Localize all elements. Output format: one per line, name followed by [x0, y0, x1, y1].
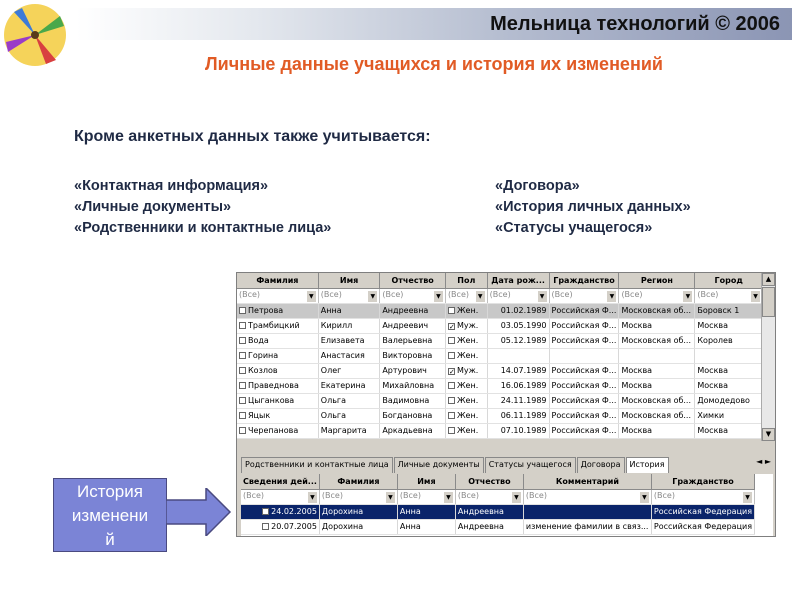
- table-row[interactable]: [237, 378, 763, 393]
- table-cell: Викторовна: [380, 348, 446, 363]
- table-cell: ✓ Муж.: [445, 318, 487, 333]
- list-item: «Договора»: [495, 178, 580, 194]
- column-header[interactable]: Комментарий: [523, 474, 651, 489]
- tab[interactable]: Личные документы: [394, 457, 484, 473]
- chevron-down-icon[interactable]: ▼: [512, 492, 521, 503]
- filter-dropdown[interactable]: (Все) ▼: [487, 288, 549, 303]
- table-cell: [487, 348, 549, 363]
- table-cell: Анастасия: [318, 348, 380, 363]
- grid-scrollbar[interactable]: [761, 273, 775, 441]
- table-cell: Анна: [397, 519, 455, 534]
- table-cell: Москва: [619, 423, 695, 438]
- filter-dropdown[interactable]: (Все) ▼: [237, 288, 318, 303]
- row-checkbox[interactable]: [239, 352, 246, 359]
- row-checkbox[interactable]: [239, 337, 246, 344]
- history-label-box: [53, 478, 167, 552]
- table-cell: Российская Ф...: [549, 378, 619, 393]
- table-cell: Российская Ф...: [549, 408, 619, 423]
- column-header[interactable]: Дата рож...: [487, 273, 549, 288]
- table-cell: Горина: [237, 348, 318, 363]
- table-cell: Богдановна: [380, 408, 446, 423]
- chevron-down-icon[interactable]: ▼: [743, 492, 752, 503]
- app-screenshot: [236, 272, 776, 537]
- table-row[interactable]: [237, 423, 763, 438]
- table-cell: Вадимовна: [380, 393, 446, 408]
- table-cell: Валерьевна: [380, 333, 446, 348]
- column-header[interactable]: Фамилия: [319, 474, 397, 489]
- table-cell: Андреевич: [380, 318, 446, 333]
- tab[interactable]: Договора: [577, 457, 625, 473]
- table-cell: изменение фамилии в связ...: [523, 519, 651, 534]
- row-checkbox[interactable]: [262, 508, 269, 515]
- gender-checkbox[interactable]: [448, 397, 455, 404]
- table-cell: Москва: [695, 378, 763, 393]
- column-header[interactable]: Имя: [397, 474, 455, 489]
- table-cell: Праведнова: [237, 378, 318, 393]
- table-cell: [695, 348, 763, 363]
- table-cell: Москва: [695, 423, 763, 438]
- table-cell: 24.11.1989: [487, 393, 549, 408]
- table-cell: 05.12.1989: [487, 333, 549, 348]
- table-cell: 20.07.2005: [241, 519, 319, 534]
- table-cell: ✓ Муж.: [445, 363, 487, 378]
- table-cell: Дорохина: [319, 519, 397, 534]
- row-checkbox[interactable]: [239, 397, 246, 404]
- label-line: изменени: [71, 506, 149, 525]
- gender-checkbox[interactable]: [448, 427, 455, 434]
- table-cell: Елизавета: [318, 333, 380, 348]
- tab-nav[interactable]: ◄ ►: [756, 457, 771, 466]
- table-cell: Москва: [619, 378, 695, 393]
- column-header[interactable]: Регион: [619, 273, 695, 288]
- table-cell: Цыганкова: [237, 393, 318, 408]
- row-checkbox[interactable]: [239, 412, 246, 419]
- table-cell: Артурович: [380, 363, 446, 378]
- filter-dropdown[interactable]: (Все) ▼: [619, 288, 695, 303]
- slide-subtitle: Личные данные учащихся и история их изменений: [205, 54, 663, 74]
- table-cell: Московская об...: [619, 333, 695, 348]
- table-cell: Екатерина: [318, 378, 380, 393]
- column-header[interactable]: Имя: [318, 273, 380, 288]
- filter-dropdown[interactable]: (Все) ▼: [241, 489, 319, 504]
- gender-checkbox[interactable]: ✓: [448, 368, 455, 376]
- table-row[interactable]: [241, 519, 755, 534]
- table-cell: Боровск 1: [695, 303, 763, 318]
- column-header[interactable]: Гражданство: [549, 273, 619, 288]
- arrow-right-icon: [166, 488, 232, 536]
- filter-dropdown[interactable]: (Все) ▼: [455, 489, 523, 504]
- filter-dropdown[interactable]: (Все) ▼: [445, 288, 487, 303]
- chevron-down-icon[interactable]: ▼: [434, 291, 443, 302]
- table-cell: Жен.: [445, 348, 487, 363]
- table-cell: Российская Федерация: [651, 519, 754, 534]
- table-cell: Жен.: [445, 303, 487, 318]
- column-header[interactable]: Фамилия: [237, 273, 318, 288]
- table-cell: Российская Ф...: [549, 363, 619, 378]
- table-cell: Анна: [318, 303, 380, 318]
- table-cell: 16.06.1989: [487, 378, 549, 393]
- table-cell: Домодедово: [695, 393, 763, 408]
- table-row[interactable]: [237, 348, 763, 363]
- gender-checkbox[interactable]: [448, 307, 455, 314]
- row-checkbox[interactable]: [239, 322, 246, 329]
- table-cell: Московская об...: [619, 408, 695, 423]
- table-cell: Маргарита: [318, 423, 380, 438]
- table-cell: 07.10.1989: [487, 423, 549, 438]
- row-checkbox[interactable]: [239, 307, 246, 314]
- list-item: «Родственники и контактные лица»: [74, 220, 332, 236]
- gender-checkbox[interactable]: [448, 382, 455, 389]
- table-cell: Москва: [619, 318, 695, 333]
- table-cell: Андреевна: [455, 504, 523, 519]
- table-cell: Москва: [695, 363, 763, 378]
- table-cell: Российская Федерация: [651, 504, 754, 519]
- table-cell: Москва: [695, 318, 763, 333]
- table-cell: Жен.: [445, 378, 487, 393]
- table-cell: Анна: [397, 504, 455, 519]
- label-line: й: [105, 530, 115, 549]
- column-header[interactable]: Гражданство: [651, 474, 754, 489]
- table-cell: Дорохина: [319, 504, 397, 519]
- table-cell: Московская об...: [619, 393, 695, 408]
- gender-checkbox[interactable]: ✓: [448, 323, 455, 331]
- filter-dropdown[interactable]: (Все) ▼: [695, 288, 763, 303]
- table-cell: Химки: [695, 408, 763, 423]
- chevron-down-icon[interactable]: ▼: [607, 291, 616, 302]
- table-cell: Вода: [237, 333, 318, 348]
- table-cell: Жен.: [445, 393, 487, 408]
- table-cell: Российская Ф...: [549, 318, 619, 333]
- intro-text: Кроме анкетных данных также учитывается:: [74, 128, 431, 145]
- list-item: «История личных данных»: [495, 199, 691, 215]
- filter-dropdown[interactable]: (Все) ▼: [549, 288, 619, 303]
- filter-dropdown[interactable]: (Все) ▼: [318, 288, 380, 303]
- table-cell: Михайловна: [380, 378, 446, 393]
- table-cell: Российская Ф...: [549, 393, 619, 408]
- table-cell: Королев: [695, 333, 763, 348]
- scroll-down-icon[interactable]: ▼: [762, 428, 775, 441]
- filter-dropdown[interactable]: (Все) ▼: [397, 489, 455, 504]
- table-cell: Олег: [318, 363, 380, 378]
- table-cell: 06.11.1989: [487, 408, 549, 423]
- table-cell: Черепанова: [237, 423, 318, 438]
- history-grid: [241, 474, 773, 537]
- table-cell: Российская Ф...: [549, 303, 619, 318]
- table-cell: [619, 348, 695, 363]
- table-row[interactable]: [237, 318, 763, 333]
- filter-dropdown[interactable]: (Все) ▼: [651, 489, 754, 504]
- row-checkbox[interactable]: [239, 427, 246, 434]
- table-cell: 01.02.1989: [487, 303, 549, 318]
- chevron-down-icon[interactable]: ▼: [368, 291, 377, 302]
- row-checkbox[interactable]: [239, 382, 246, 389]
- table-cell: Российская Ф...: [549, 423, 619, 438]
- chevron-down-icon[interactable]: ▼: [308, 492, 317, 503]
- table-row[interactable]: [237, 363, 763, 378]
- chevron-down-icon[interactable]: ▼: [444, 492, 453, 503]
- header-title: Мельница технологий © 2006: [490, 13, 780, 35]
- label-line: История: [77, 482, 143, 501]
- table-cell: [523, 504, 651, 519]
- table-row[interactable]: [241, 504, 755, 519]
- list-item: «Личные документы»: [74, 199, 232, 215]
- scroll-thumb[interactable]: [762, 287, 775, 317]
- detail-tabs: [241, 457, 670, 473]
- table-cell: Ольга: [318, 393, 380, 408]
- table-cell: Андреевна: [455, 519, 523, 534]
- list-item: «Статусы учащегося»: [495, 220, 653, 236]
- table-cell: Жен.: [445, 408, 487, 423]
- table-row[interactable]: [237, 393, 763, 408]
- chevron-down-icon[interactable]: ▼: [476, 291, 485, 302]
- chevron-down-icon[interactable]: ▼: [538, 291, 547, 302]
- table-row[interactable]: [237, 333, 763, 348]
- scroll-up-icon[interactable]: ▲: [762, 273, 775, 286]
- filter-dropdown[interactable]: (Все) ▼: [319, 489, 397, 504]
- table-cell: Москва: [619, 363, 695, 378]
- filter-dropdown[interactable]: (Все) ▼: [523, 489, 651, 504]
- table-row[interactable]: [237, 408, 763, 423]
- chevron-down-icon[interactable]: ▼: [386, 492, 395, 503]
- column-header[interactable]: Пол: [445, 273, 487, 288]
- table-cell: Жен.: [445, 333, 487, 348]
- table-cell: Аркадьевна: [380, 423, 446, 438]
- column-header[interactable]: Город: [695, 273, 763, 288]
- table-cell: Трамбицкий: [237, 318, 318, 333]
- students-grid: [237, 273, 763, 439]
- windmill-logo: [2, 2, 68, 68]
- tab[interactable]: Статусы учащегося: [485, 457, 576, 473]
- table-cell: Московская об...: [619, 303, 695, 318]
- table-cell: Петрова: [237, 303, 318, 318]
- header-bar: [76, 8, 792, 40]
- chevron-down-icon[interactable]: ▼: [307, 291, 316, 302]
- table-cell: Жен.: [445, 423, 487, 438]
- gender-checkbox[interactable]: [448, 337, 455, 344]
- gender-checkbox[interactable]: [448, 352, 455, 359]
- column-header[interactable]: Отчество: [380, 273, 446, 288]
- list-left: [74, 176, 331, 239]
- table-cell: Козлов: [237, 363, 318, 378]
- row-checkbox[interactable]: [262, 523, 269, 530]
- table-row[interactable]: [237, 303, 763, 318]
- table-cell: 03.05.1990: [487, 318, 549, 333]
- table-cell: Кирилл: [318, 318, 380, 333]
- table-cell: Яцык: [237, 408, 318, 423]
- gender-checkbox[interactable]: [448, 412, 455, 419]
- filter-dropdown[interactable]: (Все) ▼: [380, 288, 446, 303]
- tab[interactable]: Родственники и контактные лица: [241, 457, 393, 473]
- table-cell: Андреевна: [380, 303, 446, 318]
- table-cell: [549, 348, 619, 363]
- table-cell: 24.02.2005: [241, 504, 319, 519]
- list-right: [495, 176, 691, 239]
- row-checkbox[interactable]: [239, 367, 246, 374]
- chevron-down-icon[interactable]: ▼: [683, 291, 692, 302]
- column-header[interactable]: Отчество: [455, 474, 523, 489]
- table-cell: Ольга: [318, 408, 380, 423]
- table-cell: 14.07.1989: [487, 363, 549, 378]
- column-header[interactable]: Сведения дей...: [241, 474, 319, 489]
- chevron-down-icon[interactable]: ▼: [751, 291, 760, 302]
- tab[interactable]: История: [626, 457, 669, 473]
- list-item: «Контактная информация»: [74, 178, 269, 194]
- chevron-down-icon[interactable]: ▼: [640, 492, 649, 503]
- table-cell: Российская Ф...: [549, 333, 619, 348]
